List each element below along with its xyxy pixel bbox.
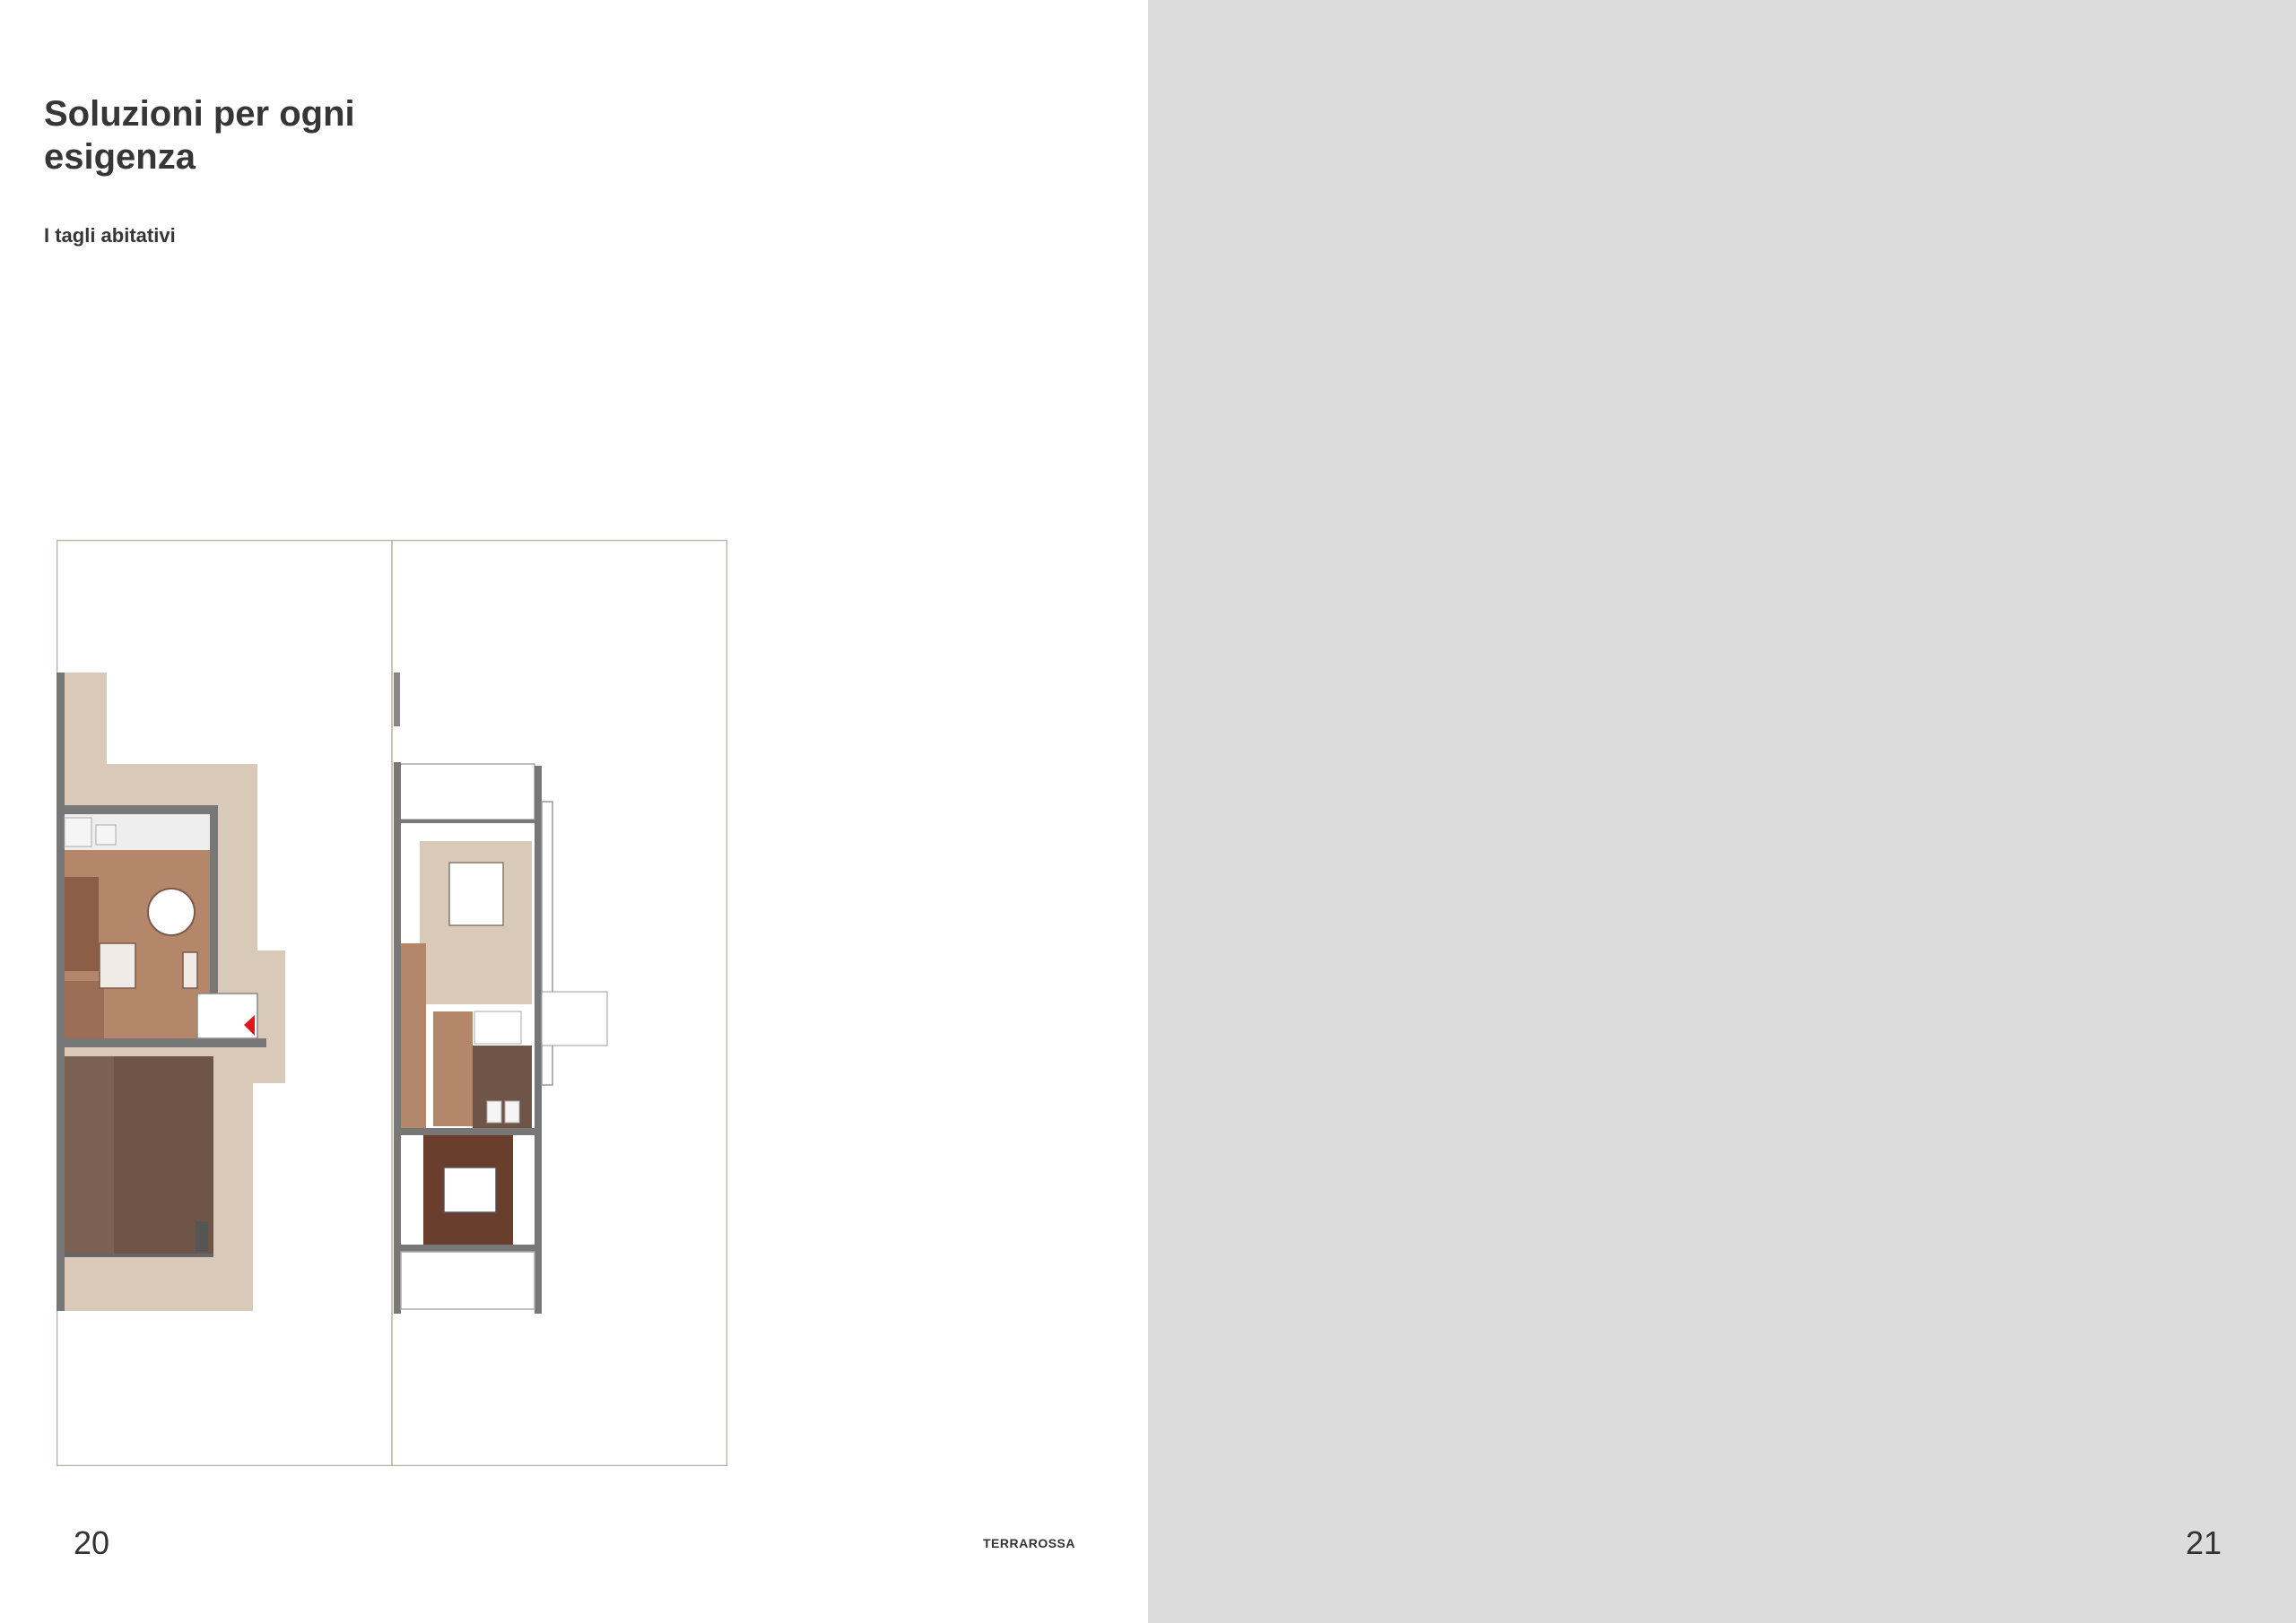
ground-floor-plan xyxy=(57,673,285,1311)
page-number-left: 20 xyxy=(74,1524,110,1561)
floor-plan xyxy=(57,540,727,1466)
page-title: Soluzioni per ogni esigenza xyxy=(44,94,355,177)
page-subtitle: I tagli abitativi xyxy=(44,224,176,247)
right-page xyxy=(1148,0,2296,1623)
page-number-right: 21 xyxy=(2185,1524,2222,1561)
footer-brand: TERRAROSSA xyxy=(983,1536,1076,1550)
